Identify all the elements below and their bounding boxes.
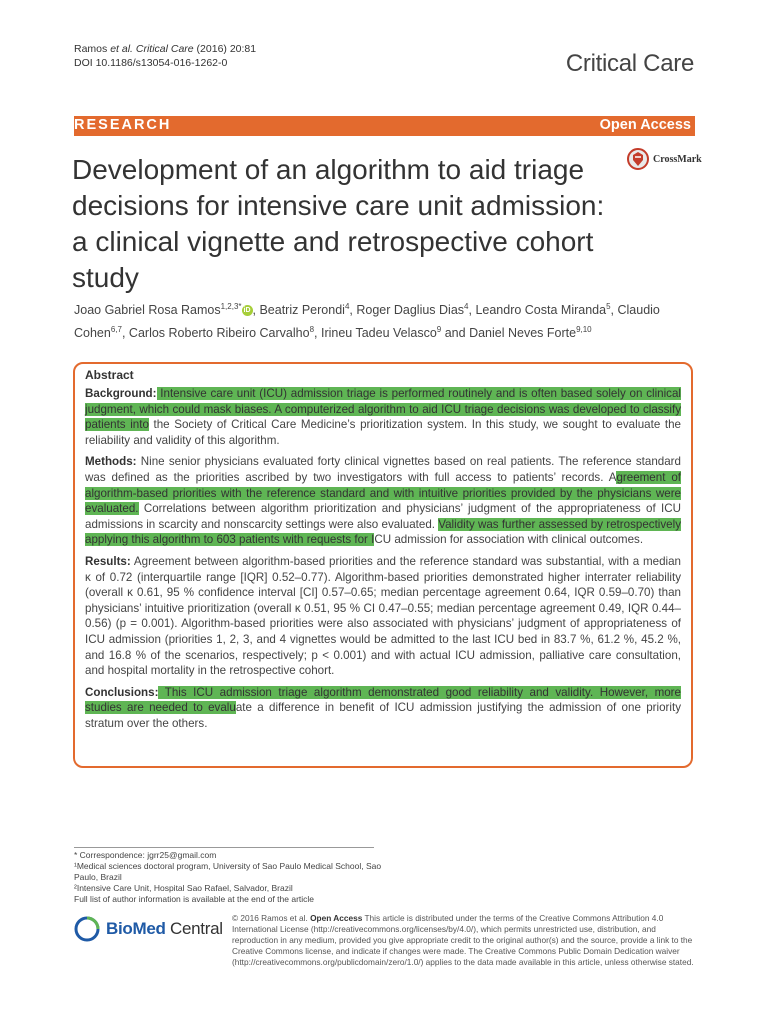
results-label: Results: — [85, 554, 131, 568]
author — [356, 303, 468, 317]
highlight-methods-2: Validity was further assessed by retrospectively applying this algorithm to 603 patients with requests for I — [85, 517, 681, 547]
author — [469, 326, 592, 340]
author — [321, 326, 441, 340]
section-banner — [74, 116, 695, 136]
license-open-access: Open Access — [310, 913, 363, 923]
orcid-icon[interactable]: iD — [243, 307, 251, 315]
author-name: Irineu Tadeu Velasco — [320, 326, 437, 341]
author-name: Carlos Roberto Ribeiro Carvalho — [128, 326, 310, 341]
background-text: the Society of Critical Care Medicine’s prioritization system. In this study, we sought to evaluate the reliability and validity of this algorithm. — [85, 418, 681, 447]
citation-header — [74, 42, 256, 70]
footnote-affiliation-1: ¹Medical sciences doctoral program, University of Sao Paulo Medical School, Sao Paulo, Brazil — [74, 861, 382, 882]
methods-text-2: Correlations between algorithm prioritization and physicians’ judgment of the appropriateness of ICU admissions in scarcity and nonscarcity settings were also evaluated. — [85, 502, 681, 531]
article-title: Development of an algorithm to aid triage decisions for intensive care unit admission: a clinical vignette and retrospective cohort study — [72, 154, 605, 293]
section-label: RESEARCH — [74, 117, 172, 133]
footnote-affiliation-2: ²Intensive Care Unit, Hospital Sao Rafael, Salvador, Brazil — [74, 883, 293, 893]
conclusions-label: Conclusions: — [85, 685, 159, 699]
biomed-central-icon — [74, 916, 100, 942]
abstract-conclusions — [85, 685, 681, 732]
author-affiliation: 9 — [436, 325, 442, 335]
license-text: This article is distributed under the terms of the Creative Commons Attribution 4.0 International License (http://creativecommons.org/licenses/by/4.0/), which permits unrestricted use, distribution, and reproduction in any medium, provided you give appropriate credit to the original author(s) and the source, provide a link to the Creative Commons license, and indicate if changes were made. The Creative Commons Public Domain Dedication waiver (http://creativecommons.org/publicdomain/zero/1.0/) applies to the data made available in this article, unless otherwise stated. — [232, 913, 694, 967]
author-affiliation: 5 — [606, 302, 611, 311]
footnote-correspondence: * Correspondence: jgrr25@gmail.com — [74, 850, 217, 860]
footnote-more-info: Full list of author information is available at the end of the article — [74, 894, 315, 904]
author — [129, 326, 314, 340]
author-affiliation: 1,2,3* — [220, 302, 242, 311]
author-affiliation: 8 — [309, 325, 315, 335]
publisher-name-rest: Central — [165, 919, 223, 938]
author-list: Joao Gabriel Rosa Ramos$^{1,2,3*}$ iD , Beatriz Perondi$^4$, Roger Daglius Dias$^4$, Leandro Costa Miranda$^5$, Claudio Cohen$^{6,7}$, Carlos Roberto Ribeiro Carvalho$^8$, Irineu Tadeu Velasco$^9$ and Daniel Neves Forte$^{9,10}$ — [74, 302, 660, 341]
open-access-label: Open Access — [599, 117, 691, 133]
author-name: Claudio Cohen — [74, 303, 660, 341]
highlight-conclusions: This ICU admission triage algorithm demonstrated good reliability and validity. However, more studies are needed to evalu — [85, 685, 681, 715]
methods-text-3: CU admission for association with clinical outcomes. — [374, 533, 644, 547]
abstract-results — [85, 554, 681, 679]
publisher-logo[interactable] — [74, 916, 223, 942]
citation-journal: et al. Critical Care — [110, 43, 194, 55]
crossmark-badge[interactable] — [627, 148, 702, 170]
author — [475, 303, 610, 317]
methods-text-1: Nine senior physicians evaluated forty clinical vignettes based on real patients. The reference standard was defined as the priorities ascribed by two investigators with full access to patients’ records. A — [85, 455, 681, 484]
footnote-divider — [74, 847, 374, 848]
abstract-methods — [85, 454, 681, 548]
license-notice — [232, 913, 694, 968]
doi[interactable]: DOI 10.1186/s13054-016-1262-0 — [74, 57, 228, 69]
results-text: Agreement between algorithm-based priorities and the reference standard was substantial, with a median κ of 0.72 (interquartile range [IQR] 0.52–0.77). Algorithm-based priorities demonstrated higher interrater reliability (overall κ 0.61, 95 % confidence interval [CI] 0.57–0.65; median percentage agreement 0.64, IQR 0.59–0.70) than physicians’ intuitive prioritization (overall κ 0.51, 95 % CI 0.47–0.55; median percentage agreement 0.49, IQR 0.44–0.56) (p = 0.001). Algorithm-based priorities were also associated with physicians’ judgment of appropriateness of ICU admission (priorities 1, 2, 3, and 4 vignettes would be admitted to the last ICU bed in 83.7 %, 61.2 %, 45.2 %, and 16.8 % of the scenarios, respectively; p < 0.001) and with actual ICU admission, palliative care consultation, and hospital mortality in the retrospective cohort. — [85, 554, 681, 678]
publisher-name — [106, 919, 223, 939]
author-affiliation: 9,10 — [576, 325, 592, 335]
citation-year: (2016) 20:81 — [193, 43, 257, 55]
crossmark-label: CrossMark — [653, 153, 702, 165]
author-affiliation: 6,7 — [110, 325, 122, 335]
author-affiliation: 4 — [344, 302, 350, 311]
journal-name: Critical Care — [565, 50, 694, 77]
publisher-name-bold: BioMed — [106, 919, 166, 938]
abstract-heading: Abstract — [85, 368, 134, 382]
license-prefix: © 2016 Ramos et al. — [232, 913, 311, 923]
author-name: Leandro Costa Miranda — [475, 303, 607, 318]
background-label: Background: — [85, 387, 157, 400]
abstract-box — [73, 362, 693, 768]
citation-authors: Ramos — [74, 43, 111, 55]
abstract-background — [85, 386, 681, 448]
author-name: Roger Daglius Dias — [356, 303, 465, 318]
author — [74, 303, 253, 317]
highlight-background: Intensive care unit (ICU) admission triage is performed routinely and is often based solely on clinical judgment, which could mask biases. A computerized algorithm to aid ICU triage decisions was developed to classify patients into — [85, 387, 681, 432]
author-name: Daniel Neves Forte — [469, 326, 577, 341]
methods-label: Methods: — [85, 455, 137, 469]
author — [259, 303, 349, 317]
footnotes — [74, 850, 384, 905]
author-name: Beatriz Perondi — [259, 303, 345, 318]
author-affiliation: 4 — [464, 302, 469, 311]
conclusions-text: ate a difference in benefit of ICU admission justifying the admission of one priority stratum over the others. — [85, 701, 681, 730]
author-name: Joao Gabriel Rosa Ramos — [74, 303, 221, 318]
highlight-methods-1: greement of algorithm-based priorities with the reference standard and with intuitive priorities provided by the physicians were evaluated. — [85, 470, 681, 516]
crossmark-icon — [627, 148, 649, 170]
